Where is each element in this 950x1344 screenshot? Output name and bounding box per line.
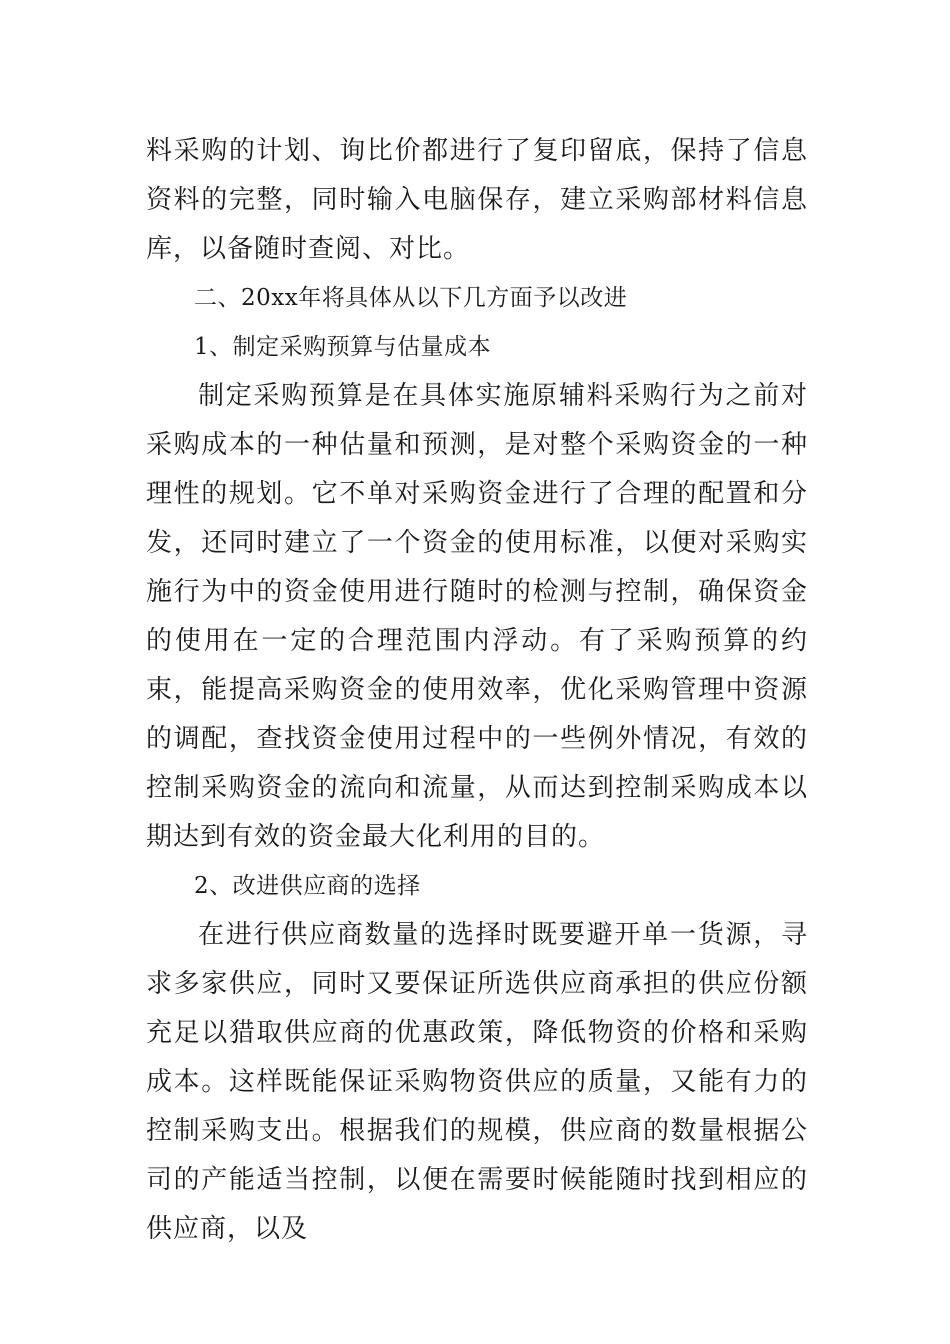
subheading-supplier: 2、改进供应商的选择 — [194, 873, 421, 899]
section-heading-improvements: 二、20xx年将具体从以下几方面予以改进 — [194, 285, 628, 311]
paragraph-budget: 制定采购预算是在具体实施原辅料采购行为之前对采购成本的一种估量和预测，是对整个采购资金的一种理性的规划。它不单对采购资金进行了合理的配置和分发，还同时建立了一个资金的使用标准，以便对采购实施行为中的资金使用进行随时的检测与控制，确保资金的使用在一定的合理范围内浮动。有了采购预算的约束，能提高采购资金的使用效率，优化采购管理中资源的调配，查找资金使用过程中的一些例外情况，有效的控制采购资金的流向和流量，从而达到控制采购成本以期达到有效的资金最大化利用的目的。 — [146, 381, 808, 852]
subheading-budget: 1、制定采购预算与估量成本 — [194, 334, 492, 360]
paragraph-continuation: 料采购的计划、询比价都进行了复印留底，保持了信息资料的完整，同时输入电脑保存，建立采购部材料信息库，以备随时查阅、对比。 — [146, 136, 808, 264]
document-body — [146, 127, 808, 1254]
paragraph-supplier: 在进行供应商数量的选择时既要避开单一货源，寻求多家供应，同时又要保证所选供应商承担的供应份额充足以猎取供应商的优惠政策，降低物资的价格和采购成本。这样既能保证采购物资供应的质量，又能有力的控制采购支出。根据我们的规模，供应商的数量根据公司的产能适当控制，以便在需要时候能随时找到相应的供应商，以及 — [146, 920, 808, 1244]
